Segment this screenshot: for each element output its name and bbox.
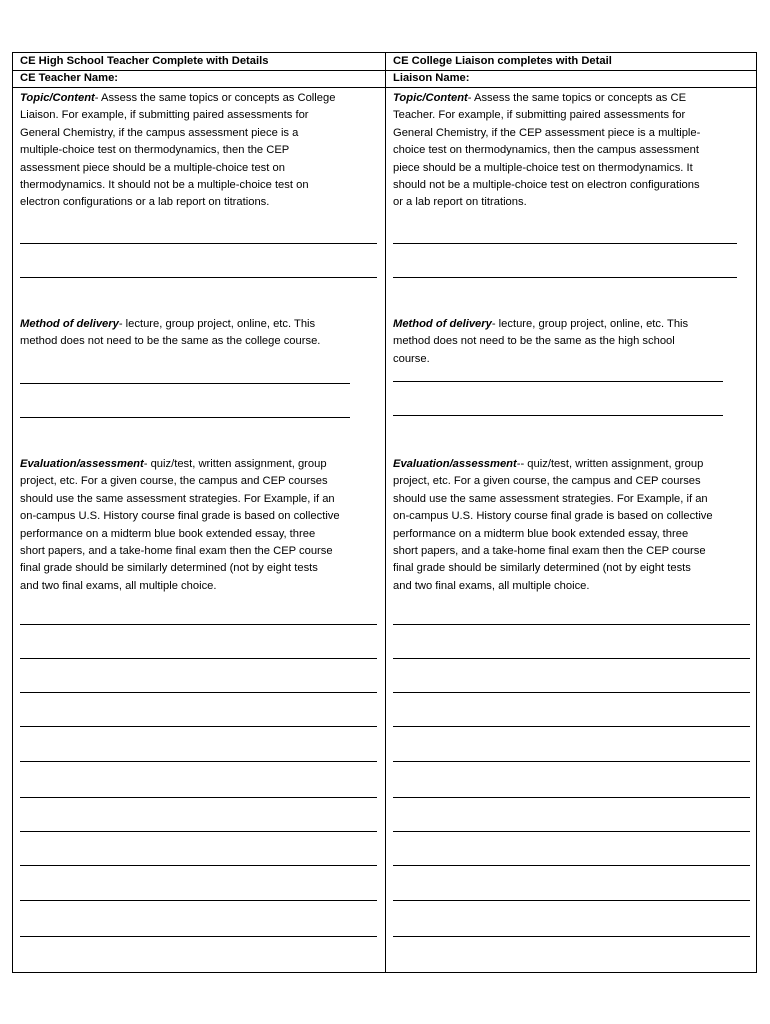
liaison-delivery-section — [393, 316, 688, 368]
liaison-topic-section — [393, 90, 700, 212]
evaluation-lead: Evaluation/assessment — [20, 458, 144, 470]
evaluation-text-line: final grade should be similarly determined (not by eight tests — [393, 562, 691, 575]
teacher-name-label[interactable]: CE Teacher Name: — [20, 72, 119, 84]
liaison-evaluation-answer-line-4[interactable] — [393, 726, 750, 727]
teacher-column — [13, 53, 385, 972]
topic-text-line: choice test on thermodynamics, then the campus assessment — [393, 144, 699, 157]
teacher-evaluation-section — [20, 456, 340, 595]
liaison-delivery-answer-line-2[interactable] — [393, 415, 723, 416]
evaluation-text-line: performance on a midterm blue book extended essay, three — [393, 527, 689, 540]
teacher-topic-section — [20, 90, 335, 212]
topic-text-line: piece should be a multiple-choice test on thermodynamics. It — [393, 161, 693, 174]
evaluation-text-line: - quiz/test, written assignment, group — [143, 458, 327, 470]
evaluation-text-line: project, etc. For a given course, the campus and CEP courses — [393, 475, 701, 488]
delivery-text-line: - lecture, group project, online, etc. This — [118, 318, 316, 330]
liaison-column — [386, 53, 758, 972]
liaison-column-header: CE College Liaison completes with Detail — [393, 55, 612, 67]
liaison-topic-answer-line-2[interactable] — [393, 277, 737, 278]
topic-lead: Topic/Content — [393, 92, 468, 104]
teacher-evaluation-answer-line-4[interactable] — [20, 726, 377, 727]
liaison-evaluation-answer-line-8[interactable] — [393, 865, 750, 866]
evaluation-text-line: and two final exams, all multiple choice. — [393, 579, 590, 592]
evaluation-text-line: and two final exams, all multiple choice. — [20, 579, 217, 592]
delivery-text-line: - lecture, group project, online, etc. This — [491, 318, 689, 330]
teacher-delivery-answer-line-1[interactable] — [20, 383, 350, 384]
teacher-evaluation-answer-line-7[interactable] — [20, 831, 377, 832]
topic-text-line: thermodynamics. It should not be a multiple-choice test on — [20, 179, 309, 192]
liaison-name-label[interactable]: Liaison Name: — [393, 72, 470, 84]
liaison-evaluation-answer-line-10[interactable] — [393, 936, 750, 937]
teacher-evaluation-answer-line-3[interactable] — [20, 692, 377, 693]
teacher-evaluation-answer-line-5[interactable] — [20, 761, 377, 762]
liaison-delivery-answer-line-1[interactable] — [393, 381, 723, 382]
liaison-evaluation-answer-line-1[interactable] — [393, 624, 750, 625]
topic-text-line: electron configurations or a lab report on titrations. — [20, 196, 270, 209]
evaluation-text-line: final grade should be similarly determined (not by eight tests — [20, 562, 318, 575]
teacher-evaluation-answer-line-1[interactable] — [20, 624, 377, 625]
delivery-text-line: method does not need to be the same as the college course. — [20, 335, 321, 348]
teacher-topic-answer-line-2[interactable] — [20, 277, 377, 278]
liaison-evaluation-answer-line-2[interactable] — [393, 658, 750, 659]
evaluation-text-line: on-campus U.S. History course final grade is based on collective — [393, 510, 713, 523]
topic-text-line: should not be a multiple-choice test on electron configurations — [393, 179, 700, 192]
liaison-evaluation-answer-line-7[interactable] — [393, 831, 750, 832]
liaison-evaluation-answer-line-5[interactable] — [393, 761, 750, 762]
liaison-topic-answer-line-1[interactable] — [393, 243, 737, 244]
delivery-lead: Method of delivery — [20, 318, 119, 330]
topic-lead: Topic/Content — [20, 92, 95, 104]
topic-text-line: Teacher. For example, if submitting paired assessments for — [393, 109, 686, 122]
evaluation-lead: Evaluation/assessment — [393, 458, 517, 470]
liaison-evaluation-section — [393, 456, 713, 595]
evaluation-text-line: -- quiz/test, written assignment, group — [516, 458, 704, 470]
teacher-delivery-answer-line-2[interactable] — [20, 417, 350, 418]
liaison-evaluation-answer-line-3[interactable] — [393, 692, 750, 693]
topic-text-line: General Chemistry, if the campus assessment piece is a — [20, 126, 299, 139]
delivery-text-line: course. — [393, 352, 430, 365]
evaluation-text-line: project, etc. For a given course, the campus and CEP courses — [20, 475, 328, 488]
topic-text-line: - Assess the same topics or concepts as CE — [467, 92, 687, 104]
teacher-evaluation-answer-line-2[interactable] — [20, 658, 377, 659]
evaluation-text-line: short papers, and a take-home final exam then the CEP course — [393, 545, 706, 558]
paired-assessment-form — [12, 52, 757, 973]
evaluation-text-line: should use the same assessment strategies. For Example, if an — [393, 492, 708, 505]
teacher-evaluation-answer-line-6[interactable] — [20, 797, 377, 798]
topic-text-line: - Assess the same topics or concepts as College — [94, 92, 336, 104]
teacher-delivery-section — [20, 316, 320, 351]
teacher-topic-answer-line-1[interactable] — [20, 243, 377, 244]
evaluation-text-line: on-campus U.S. History course final grade is based on collective — [20, 510, 340, 523]
liaison-evaluation-answer-line-6[interactable] — [393, 797, 750, 798]
evaluation-text-line: should use the same assessment strategies. For Example, if an — [20, 492, 335, 505]
delivery-lead: Method of delivery — [393, 318, 492, 330]
topic-text-line: or a lab report on titrations. — [393, 196, 527, 209]
topic-text-line: Liaison. For example, if submitting paired assessments for — [20, 109, 309, 122]
liaison-evaluation-answer-line-9[interactable] — [393, 900, 750, 901]
topic-text-line: assessment piece should be a multiple-choice test on — [20, 161, 285, 174]
teacher-evaluation-answer-line-8[interactable] — [20, 865, 377, 866]
delivery-text-line: method does not need to be the same as the high school — [393, 335, 675, 348]
topic-text-line: General Chemistry, if the CEP assessment piece is a multiple- — [393, 126, 701, 139]
topic-text-line: multiple-choice test on thermodynamics, then the CEP — [20, 144, 290, 157]
evaluation-text-line: short papers, and a take-home final exam then the CEP course — [20, 545, 333, 558]
teacher-column-header: CE High School Teacher Complete with Details — [20, 55, 269, 67]
teacher-evaluation-answer-line-10[interactable] — [20, 936, 377, 937]
evaluation-text-line: performance on a midterm blue book extended essay, three — [20, 527, 316, 540]
teacher-evaluation-answer-line-9[interactable] — [20, 900, 377, 901]
